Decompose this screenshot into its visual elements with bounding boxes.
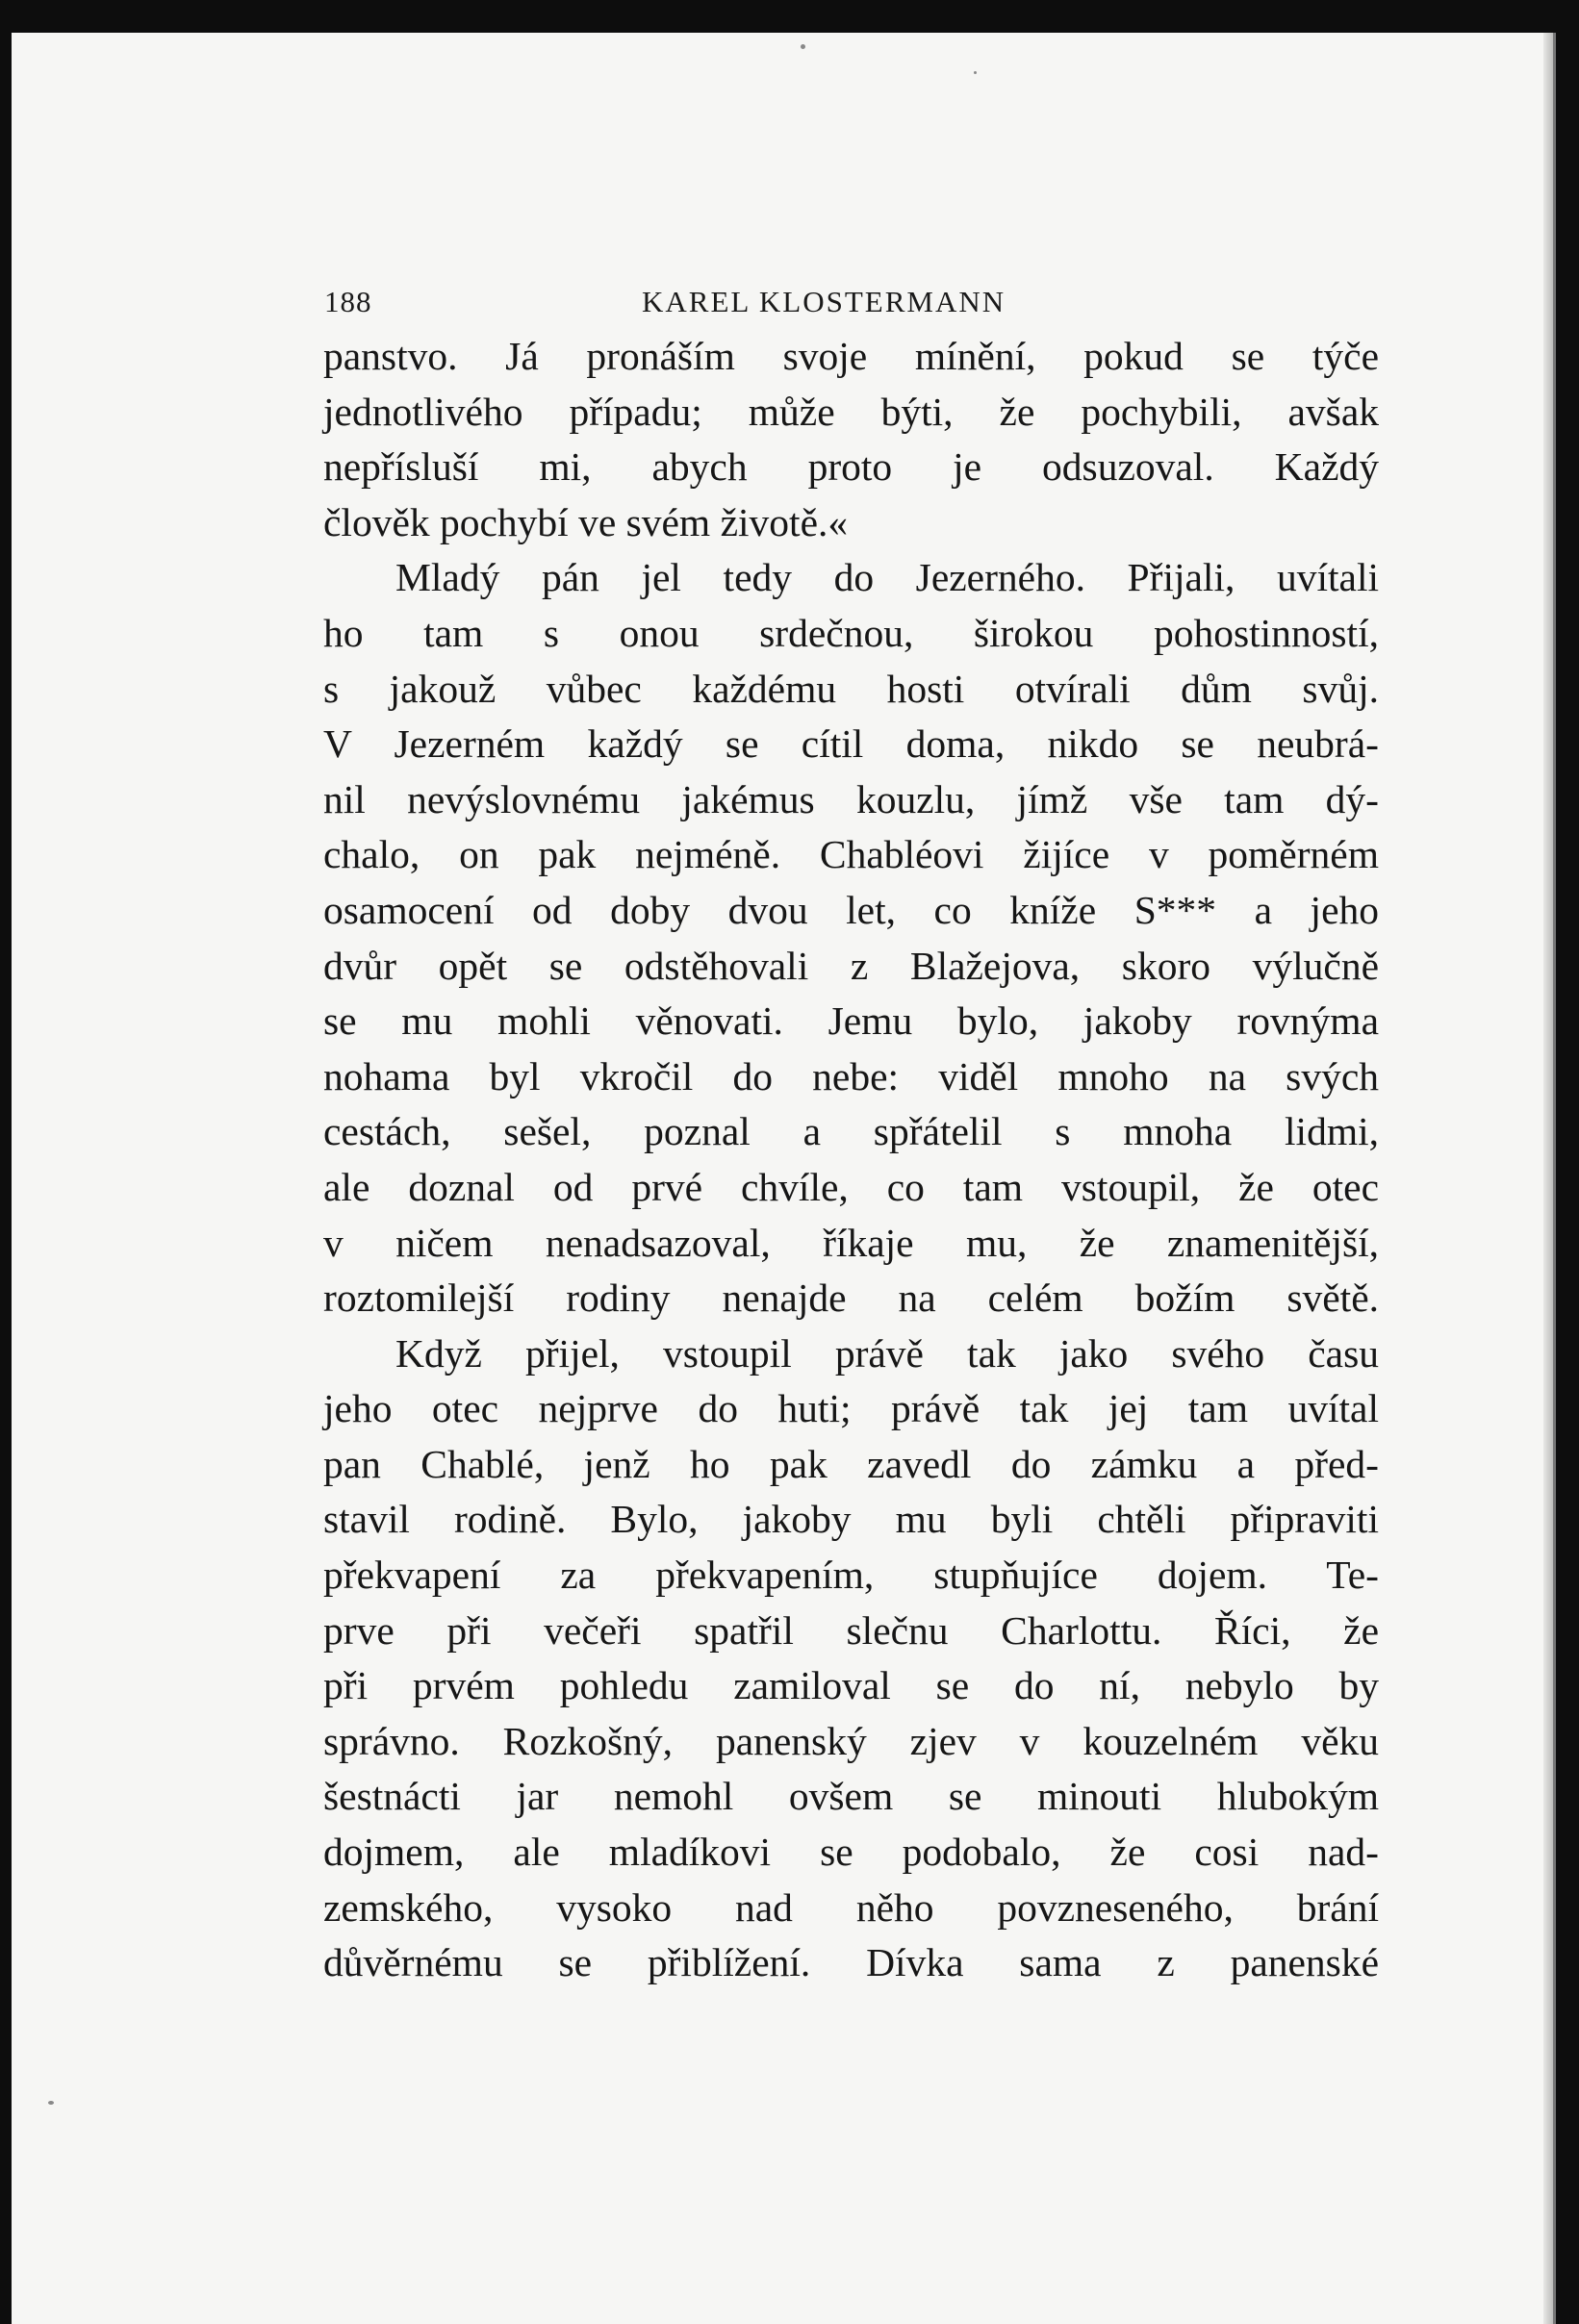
text-line: správno. Rozkošný, panenský zjev v kouzelném věku bbox=[323, 1718, 1379, 1763]
text-line: se mu mohli věnovati. Jemu bylo, jakoby rovnýma bbox=[323, 998, 1379, 1044]
page-number: 188 bbox=[324, 285, 372, 318]
text-line: jeho otec nejprve do huti; právě tak jej tam uvítal bbox=[323, 1386, 1379, 1431]
text-line: dojmem, ale mladíkovi se podobalo, že cosi nad- bbox=[323, 1830, 1379, 1875]
text-line: důvěrnému se přiblížení. Dívka sama z panenské bbox=[323, 1940, 1379, 1985]
text-line: Mladý pán jel tedy do Jezerného. Přijali, uvítali bbox=[395, 555, 1379, 600]
text-line: ho tam s onou srdečnou, širokou pohostinností, bbox=[323, 610, 1379, 655]
text-line: ale doznal od prvé chvíle, co tam vstoupil, že otec bbox=[323, 1164, 1379, 1209]
text-line: jednotlivého případu; může býti, že pochybili, avšak bbox=[323, 389, 1379, 434]
text-line: V Jezerném každý se cítil doma, nikdo se neubrá- bbox=[323, 721, 1379, 767]
text-line: chalo, on pak nejméně. Chabléovi žijíce v poměrném bbox=[323, 832, 1379, 877]
scan-speck bbox=[801, 44, 805, 49]
text-line: s jakouž vůbec každému hosti otvírali dům svůj. bbox=[323, 666, 1379, 711]
text-line: zemského, vysoko nad něho povzneseného, brání bbox=[323, 1884, 1379, 1930]
text-line: v ničem nenadsazoval, říkaje mu, že znamenitější, bbox=[323, 1220, 1379, 1265]
text-line: cestách, sešel, poznal a spřátelil s mnoha lidmi, bbox=[323, 1109, 1379, 1154]
scan-speck bbox=[48, 2101, 54, 2105]
page-edge-shadow bbox=[1543, 33, 1553, 2324]
body-text bbox=[323, 329, 1379, 1991]
text-line: roztomilejší rodiny nenajde na celém božím světě. bbox=[323, 1276, 1379, 1321]
text-line: při prvém pohledu zamiloval se do ní, nebylo by bbox=[323, 1663, 1379, 1708]
text-line: dvůr opět se odstěhovali z Blažejova, skoro výlučně bbox=[323, 943, 1379, 988]
text-line: osamocení od doby dvou let, co kníže S*** a jeho bbox=[323, 887, 1379, 932]
text-line: šestnácti jar nemohl ovšem se minouti hlubokým bbox=[323, 1774, 1379, 1819]
scan-speck bbox=[974, 71, 977, 74]
running-title: KAREL KLOSTERMANN bbox=[642, 285, 1006, 318]
text-line: pan Chablé, jenž ho pak zavedl do zámku a před- bbox=[323, 1441, 1379, 1486]
text-line: panstvo. Já pronáším svoje mínění, pokud se týče bbox=[323, 334, 1379, 378]
text-line: nepřísluší mi, abych proto je odsuzoval. Každý bbox=[323, 444, 1379, 490]
text-line: nil nevýslovnému jakémus kouzlu, jímž vše tam dý- bbox=[323, 776, 1379, 821]
text-line: člověk pochybí ve svém životě.« bbox=[323, 499, 849, 544]
text-line: stavil rodině. Bylo, jakoby mu byli chtěli připraviti bbox=[323, 1497, 1379, 1542]
text-line: Když přijel, vstoupil právě tak jako svého času bbox=[395, 1330, 1379, 1376]
text-line: nohama byl vkročil do nebe: viděl mnoho na svých bbox=[323, 1053, 1379, 1099]
text-line: prve při večeři spatřil slečnu Charlottu. Říci, že bbox=[323, 1607, 1379, 1653]
text-line: překvapení za překvapením, stupňujíce dojem. Te- bbox=[323, 1553, 1379, 1598]
